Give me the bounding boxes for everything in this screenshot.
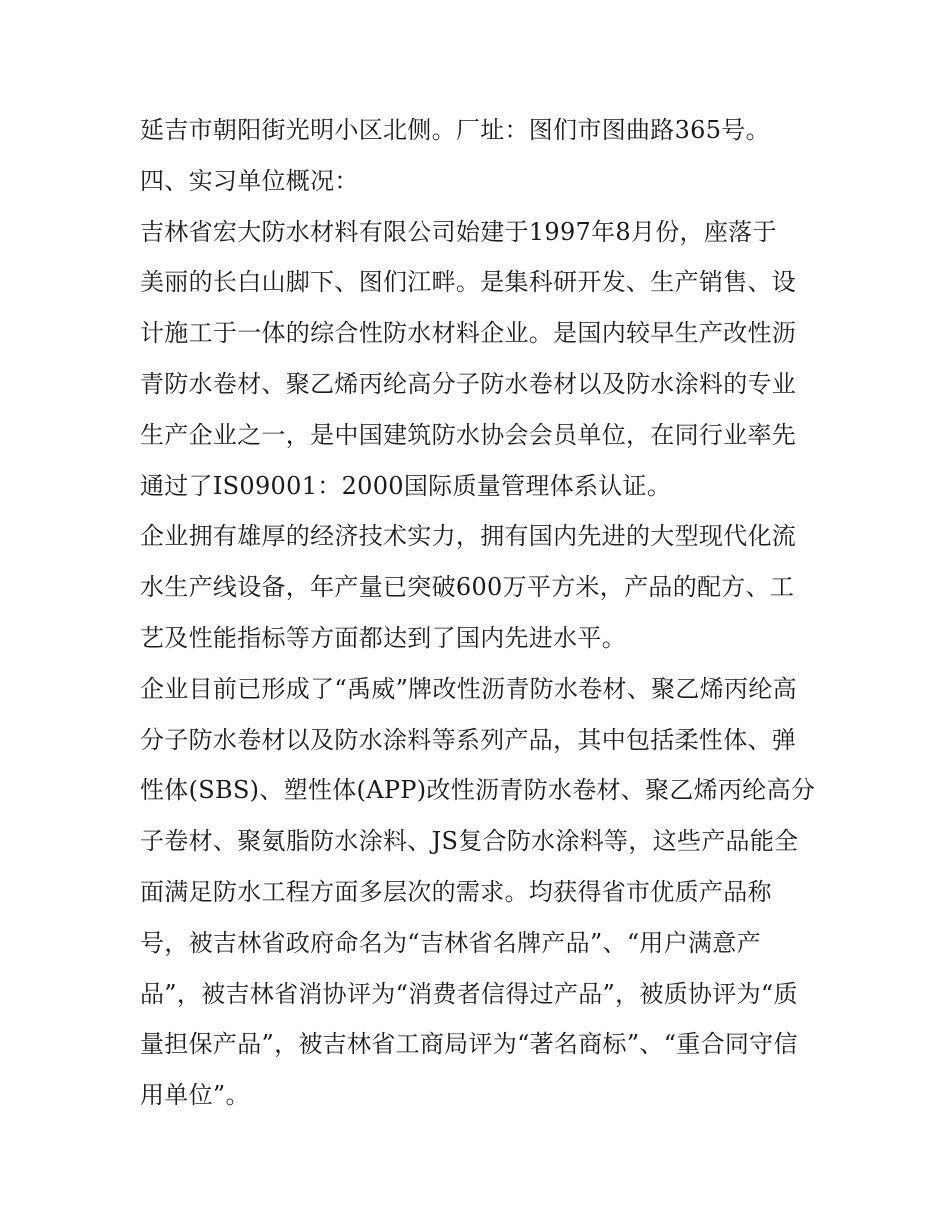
- text-line: 企业拥有雄厚的经济技术实力，拥有国内先进的大型现代化流: [140, 522, 797, 551]
- address-paragraph: [140, 105, 812, 156]
- capacity-paragraph: [140, 511, 812, 663]
- text-line: 性体(SBS)、塑性体(APP)改性沥青防水卷材、聚乙烯丙纶高分: [140, 776, 816, 805]
- company-intro-paragraph: [140, 207, 812, 512]
- text-line: 量担保产品”，被吉林省工商局评为“著名商标”、“重合同守信: [140, 1030, 798, 1059]
- text-line: 青防水卷材、聚乙烯丙纶高分子防水卷材以及防水涂料的专业: [140, 369, 797, 398]
- text-line: 延吉市朝阳街光明小区北侧。厂址：图们市图曲路365号。: [140, 116, 770, 144]
- text-line: 美丽的长白山脚下、图们江畔。是集科研开发、生产销售、设: [140, 268, 797, 297]
- text-line: 吉林省宏大防水材料有限公司始建于1997年8月份，座落于: [140, 217, 777, 246]
- text-line: 水生产线设备，年产量已突破600万平方米，产品的配方、工: [140, 573, 795, 602]
- heading-line: 四、实习单位概况：: [140, 166, 359, 195]
- text-line: 艺及性能指标等方面都达到了国内先进水平。: [140, 623, 626, 652]
- text-line: 号，被吉林省政府命名为“吉林省名牌产品”、“用户满意产: [140, 928, 761, 957]
- text-line: 通过了IS09001：2000国际质量管理体系认证。: [140, 471, 672, 500]
- text-line: 面满足防水工程方面多层次的需求。均获得省市优质产品称: [140, 877, 772, 906]
- text-line: 生产企业之一，是中国建筑防水协会会员单位，在同行业率先: [140, 420, 797, 449]
- text-line: 用单位”。: [140, 1081, 250, 1110]
- section-heading: [140, 156, 812, 207]
- document-body: [140, 105, 816, 1121]
- text-line: 企业目前已形成了“禹威”牌改性沥青防水卷材、聚乙烯丙纶高: [140, 674, 797, 703]
- text-line: 计施工于一体的综合性防水材料企业。是国内较早生产改性沥: [140, 319, 797, 348]
- text-line: 子卷材、聚氨脂防水涂料、JS复合防水涂料等，这些产品能全: [140, 827, 799, 856]
- text-line: 品”，被吉林省消协评为“消费者信得过产品”，被质协评为“质: [140, 979, 798, 1008]
- text-line: 分子防水卷材以及防水涂料等系列产品，其中包括柔性体、弹: [140, 725, 797, 754]
- products-paragraph: [140, 664, 816, 1121]
